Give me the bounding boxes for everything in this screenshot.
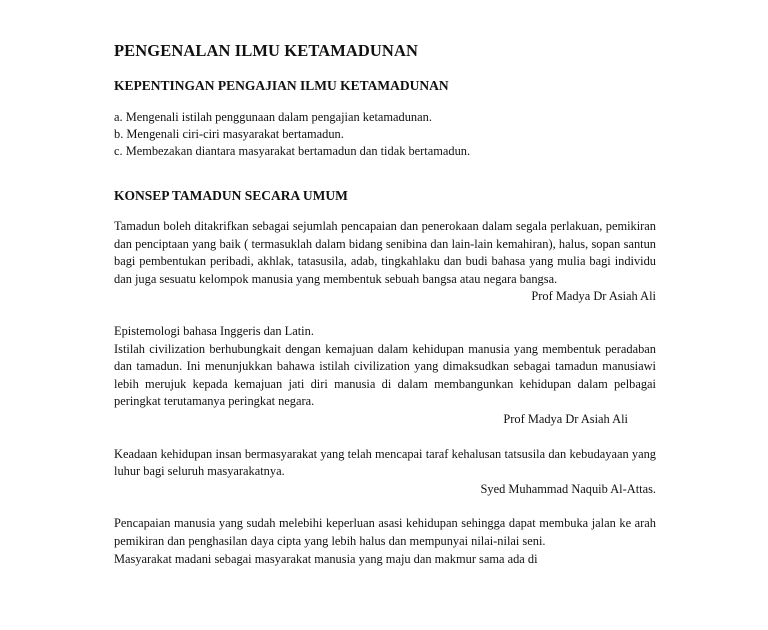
section-heading-konsep: KONSEP TAMADUN SECARA UMUM [114, 188, 348, 203]
civilization-paragraph: Istilah civilization berhubungkait dengan kemajuan dalam kehidupan manusia yang membentuk peradaban dan tamadun. Ini menunjukkan bahawa istilah civilization yang dimaksudkan sebagai tamadun manusiawi lebih merujuk kepada kemajuan jati diri manusia di dalam membangunkan kehidupan dalam pelbagai peringkat terutamanya peringkat negara. [114, 341, 656, 409]
list-item: a. Mengenali istilah penggunaan dalam pengajian ketamadunan. [114, 110, 432, 124]
attribution: Prof Madya Dr Asiah Ali [503, 411, 628, 426]
document-body [114, 40, 656, 568]
attribution: Syed Muhammad Naquib Al-Attas. [480, 481, 656, 496]
objectives-list [114, 109, 656, 160]
epistemology-intro: Epistemologi bahasa Inggeris dan Latin. [114, 323, 314, 338]
definition-paragraph: Tamadun boleh ditakrifkan sebagai sejumlah pencapaian dan penerokaan dalam segala perlakuan, pemikiran dan penciptaan yang baik ( termasuklah dalam bidang senibina dan lain-lain kemahiran), halus, sopan santun bagi pembentukan peribadi, akhlak, tatasusila, adab, tingkahlaku dan budi bahasa yang mulia bagi individu dan juga sesuatu kelompok manusia yang membentuk sebuah bangsa atau negara bangsa. [114, 219, 656, 286]
madani-paragraph: Masyarakat madani sebagai masyarakat manusia yang maju dan makmur sama ada di [114, 551, 538, 566]
section-heading-kepentingan: KEPENTINGAN PENGAJIAN ILMU KETAMADUNAN [114, 78, 449, 93]
attribution: Prof Madya Dr Asiah Ali [531, 289, 656, 304]
list-item: b. Mengenali ciri-ciri masyarakat bertamadun. [114, 127, 344, 141]
document-title: PENGENALAN ILMU KETAMADUNAN [114, 41, 418, 60]
achievement-paragraph: Pencapaian manusia yang sudah melebihi keperluan asasi kehidupan sehingga dapat membuka jalan ke arah pemikiran dan penghasilan daya cipta yang lebih halus dan mempunyai nilai-nilai seni. [114, 516, 656, 548]
naquib-paragraph: Keadaan kehidupan insan bermasyarakat yang telah mencapai taraf kehalusan tatsusila dan kebudayaan yang luhur bagi seluruh masyarakatnya. [114, 446, 656, 479]
list-item: c. Membezakan diantara masyarakat bertamadun dan tidak bertamadun. [114, 144, 471, 158]
